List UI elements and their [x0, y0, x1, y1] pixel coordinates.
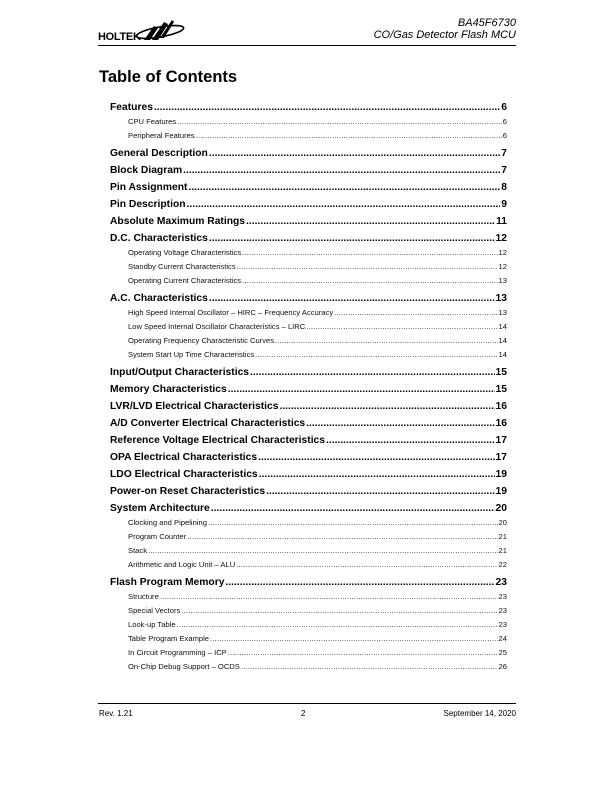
dot-leader	[177, 618, 498, 632]
dot-leader	[237, 260, 498, 274]
toc-entry-page: 20	[495, 503, 507, 514]
toc-entry-page: 13	[495, 293, 507, 304]
footer-date: September 14, 2020	[443, 709, 516, 718]
toc-section-entry[interactable]	[110, 434, 507, 451]
toc-entry-page: 23	[498, 592, 507, 601]
toc-entry-page: 16	[495, 401, 507, 412]
toc-subsection-entry[interactable]	[110, 516, 507, 530]
toc-entry-page: 23	[498, 620, 507, 629]
toc-entry-page: 17	[495, 435, 507, 446]
toc-subsection-entry[interactable]	[110, 260, 507, 274]
toc-entry-page: 6	[502, 117, 507, 126]
table-of-contents	[110, 101, 507, 678]
footer-revision: Rev. 1.21	[99, 709, 133, 718]
page-title: Table of Contents	[99, 68, 238, 86]
dot-leader	[228, 646, 498, 660]
toc-entry-label: LVR/LVD Electrical Characteristics	[110, 401, 279, 412]
toc-section-entry[interactable]	[110, 383, 507, 400]
toc-entry-label: Pin Assignment	[110, 182, 188, 193]
toc-entry-label: OPA Electrical Characteristics	[110, 452, 258, 463]
toc-section-entry[interactable]	[110, 147, 507, 164]
dot-leader	[334, 306, 497, 320]
dot-leader	[242, 246, 497, 260]
toc-subsection-entry[interactable]	[110, 618, 507, 632]
toc-section-entry[interactable]	[110, 576, 507, 590]
toc-entry-label: Input/Output Characteristics	[110, 367, 250, 378]
toc-entry-page: 21	[498, 546, 507, 555]
toc-entry-page: 6	[501, 102, 507, 113]
toc-entry-label: Pin Description	[110, 199, 186, 210]
toc-entry-label: Flash Program Memory	[110, 577, 225, 588]
toc-entry-label: LDO Electrical Characteristics	[110, 469, 258, 480]
toc-entry-page: 14	[498, 322, 507, 331]
toc-entry-label: System Architecture	[110, 503, 210, 514]
dot-leader	[228, 383, 495, 397]
dot-leader	[266, 485, 494, 499]
dot-leader	[241, 660, 498, 674]
toc-subsection-entry[interactable]	[110, 115, 507, 129]
toc-entry-page: 14	[498, 336, 507, 345]
toc-entry-label: Features	[110, 102, 153, 113]
dot-leader	[211, 502, 495, 516]
dot-leader	[258, 451, 494, 465]
dot-leader	[181, 604, 497, 618]
toc-entry-page: 21	[498, 532, 507, 541]
toc-entry-label: In Circuit Programming – ICP	[128, 648, 227, 657]
dot-leader	[225, 576, 494, 590]
toc-subsection-entry[interactable]	[110, 306, 507, 320]
toc-entry-page: 25	[498, 648, 507, 657]
dot-leader	[183, 164, 500, 178]
footer-divider	[98, 703, 516, 704]
header-divider	[98, 45, 516, 46]
toc-entry-label: Structure	[128, 592, 159, 601]
toc-entry-page: 7	[501, 165, 507, 176]
toc-entry-label: A.C. Characteristics	[110, 293, 208, 304]
dot-leader	[255, 348, 497, 362]
toc-entry-page: 23	[498, 606, 507, 615]
toc-entry-page: 20	[498, 518, 507, 527]
part-number: BA45F6730	[457, 17, 516, 29]
toc-section-entry[interactable]	[110, 417, 507, 434]
toc-subsection-entry[interactable]	[110, 660, 507, 674]
dot-leader	[275, 334, 498, 348]
dot-leader	[326, 434, 495, 448]
dot-leader	[209, 292, 495, 306]
toc-entry-label: CPU Features	[128, 117, 177, 126]
toc-subsection-entry[interactable]	[110, 246, 507, 260]
dot-leader	[242, 274, 497, 288]
toc-entry-page: 7	[501, 148, 507, 159]
toc-subsection-entry[interactable]	[110, 646, 507, 660]
toc-entry-page: 6	[502, 131, 507, 140]
toc-entry-page: 26	[498, 662, 507, 671]
toc-subsection-entry[interactable]	[110, 274, 507, 288]
toc-entry-label: Operating Voltage Characteristics	[128, 248, 242, 257]
toc-section-entry[interactable]	[110, 101, 507, 115]
toc-entry-label: D.C. Characteristics	[110, 233, 208, 244]
dot-leader	[196, 129, 502, 143]
toc-entry-label: High Speed Internal Oscillator – HIRC – Frequency Accuracy	[128, 308, 334, 317]
dot-leader	[160, 590, 498, 604]
toc-entry-page: 12	[498, 248, 507, 257]
toc-entry-page: 15	[495, 367, 507, 378]
toc-entry-label: Absolute Maximum Ratings	[110, 216, 246, 227]
toc-section-entry[interactable]	[110, 468, 507, 485]
toc-subsection-entry[interactable]	[110, 544, 507, 558]
toc-section-entry[interactable]	[110, 502, 507, 516]
toc-entry-label: Reference Voltage Electrical Characteristics	[110, 435, 326, 446]
toc-entry-label: A/D Converter Electrical Characteristics	[110, 418, 306, 429]
dot-leader	[177, 115, 502, 129]
toc-entry-label: Clocking and Pipelining	[128, 518, 207, 527]
dot-leader	[209, 147, 500, 161]
toc-section-entry[interactable]	[110, 232, 507, 246]
toc-entry-page: 12	[495, 233, 507, 244]
toc-section-entry[interactable]	[110, 366, 507, 383]
toc-section-entry[interactable]	[110, 485, 507, 502]
toc-entry-label: Look-up Table	[128, 620, 176, 629]
toc-section-entry[interactable]	[110, 198, 507, 215]
toc-entry-page: 24	[498, 634, 507, 643]
toc-entry-label: Power-on Reset Characteristics	[110, 486, 266, 497]
toc-entry-page: 15	[495, 384, 507, 395]
toc-entry-page: 13	[498, 276, 507, 285]
dot-leader	[208, 516, 498, 530]
toc-entry-label: Low Speed Internal Oscillator Characteristics – LIRC	[128, 322, 306, 331]
svg-text:HOLTEK: HOLTEK	[98, 31, 141, 43]
toc-entry-label: Peripheral Features	[128, 131, 195, 140]
toc-entry-page: 9	[501, 199, 507, 210]
toc-subsection-entry[interactable]	[110, 530, 507, 544]
toc-entry-page: 19	[495, 469, 507, 480]
toc-entry-label: General Description	[110, 148, 208, 159]
toc-section-entry[interactable]	[110, 181, 507, 198]
toc-entry-label: System Start Up Time Characteristics	[128, 350, 255, 359]
dot-leader	[188, 181, 500, 195]
toc-section-entry[interactable]	[110, 292, 507, 306]
toc-section-entry[interactable]	[110, 451, 507, 468]
document-subtitle: CO/Gas Detector Flash MCU	[373, 29, 516, 41]
dot-leader	[306, 417, 494, 431]
toc-entry-page: 23	[495, 577, 507, 588]
toc-subsection-entry[interactable]	[110, 129, 507, 143]
footer-page-number: 2	[301, 709, 306, 718]
toc-subsection-entry[interactable]	[110, 604, 507, 618]
dot-leader	[187, 198, 501, 212]
dot-leader	[279, 400, 494, 414]
toc-entry-label: Special Vectors	[128, 606, 181, 615]
dot-leader	[259, 468, 495, 482]
dot-leader	[250, 366, 495, 380]
toc-section-entry[interactable]	[110, 164, 507, 181]
toc-entry-label: Stack	[128, 546, 147, 555]
dot-leader	[187, 530, 497, 544]
toc-subsection-entry[interactable]	[110, 320, 507, 334]
toc-entry-page: 12	[498, 262, 507, 271]
toc-entry-page: 17	[495, 452, 507, 463]
dot-leader	[236, 558, 497, 572]
document-header	[374, 17, 516, 41]
toc-entry-label: On-Chip Debug Support – OCDS	[128, 662, 240, 671]
toc-entry-page: 22	[498, 560, 507, 569]
toc-entry-page: 19	[495, 486, 507, 497]
dot-leader	[246, 215, 495, 229]
dot-leader	[306, 320, 497, 334]
toc-subsection-entry[interactable]	[110, 348, 507, 362]
toc-entry-label: Standby Current Characteristics	[128, 262, 236, 271]
toc-entry-page: 11	[496, 216, 507, 227]
toc-entry-label: Memory Characteristics	[110, 384, 227, 395]
toc-subsection-entry[interactable]	[110, 590, 507, 604]
toc-entry-page: 8	[501, 182, 507, 193]
dot-leader	[154, 101, 500, 115]
toc-subsection-entry[interactable]	[110, 334, 507, 348]
toc-entry-label: Program Counter	[128, 532, 187, 541]
toc-entry-page: 14	[498, 350, 507, 359]
toc-entry-label: Operating Current Characteristics	[128, 276, 242, 285]
dot-leader	[148, 544, 498, 558]
holtek-logo	[98, 14, 190, 44]
toc-entry-label: Table Program Example	[128, 634, 210, 643]
toc-section-entry[interactable]	[110, 400, 507, 417]
toc-subsection-entry[interactable]	[110, 632, 507, 646]
toc-subsection-entry[interactable]	[110, 558, 507, 572]
toc-entry-label: Operating Frequency Characteristic Curves	[128, 336, 275, 345]
toc-entry-page: 13	[498, 308, 507, 317]
dot-leader	[209, 232, 495, 246]
toc-entry-label: Block Diagram	[110, 165, 183, 176]
dot-leader	[210, 632, 498, 646]
toc-entry-page: 16	[495, 418, 507, 429]
toc-entry-label: Arithmetic and Logic Unit – ALU	[128, 560, 236, 569]
toc-section-entry[interactable]	[110, 215, 507, 232]
